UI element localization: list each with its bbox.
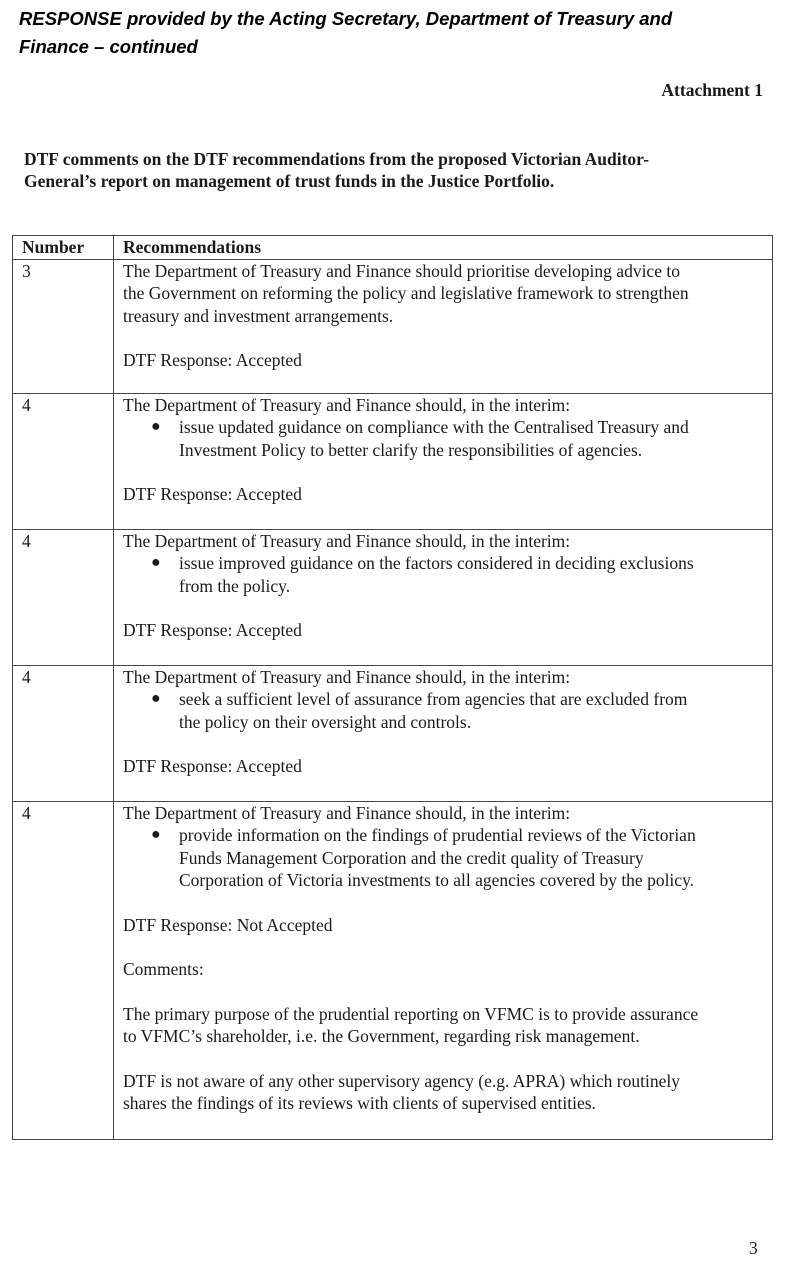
comment-line: DTF is not aware of any other supervisory agency (e.g. APRA) which routinely xyxy=(123,1070,680,1091)
bullet-list xyxy=(123,824,764,892)
bullet-item: ● issue improved guidance on the factors considered in deciding exclusions from the policy. xyxy=(151,553,694,596)
recommendation-cell xyxy=(114,801,773,1139)
bullet-item: ● provide information on the findings of prudential reviews of the Victorian Funds Management Corporation and the credit quality of Treasury Corporation of Victoria investments to all agencies covered by the policy. xyxy=(151,825,696,890)
recommendation-line: The Department of Treasury and Finance should prioritise developing advice to xyxy=(123,260,680,281)
header-line-1: RESPONSE provided by the Acting Secretary, Department of Treasury and xyxy=(19,8,673,29)
row-number: 4 xyxy=(13,393,114,529)
dtf-response: DTF Response: Accepted xyxy=(123,350,302,370)
recommendation-cell xyxy=(114,259,773,393)
comment-line: to VFMC’s shareholder, i.e. the Government, regarding risk management. xyxy=(123,1026,640,1046)
row-number: 3 xyxy=(13,259,114,393)
recommendation-cell xyxy=(114,665,773,801)
bullet-item: ● issue updated guidance on compliance with the Centralised Treasury and Investment Policy to better clarify the responsibilities of agencies. xyxy=(151,417,689,460)
intro-heading xyxy=(24,148,764,192)
bullet-icon: ● xyxy=(151,690,161,707)
column-header-number: Number xyxy=(13,236,114,260)
dtf-response: DTF Response: Accepted xyxy=(123,756,302,776)
recommendation-cell xyxy=(114,529,773,665)
page-number: 3 xyxy=(749,1238,758,1258)
row-number: 4 xyxy=(13,529,114,665)
dtf-response: DTF Response: Not Accepted xyxy=(123,914,333,935)
recommendations-table xyxy=(12,235,773,1140)
dtf-response: DTF Response: Accepted xyxy=(123,620,302,640)
header-line-2: Finance – continued xyxy=(19,36,198,57)
recommendation-intro: The Department of Treasury and Finance should, in the interim: xyxy=(123,394,571,415)
bullet-list xyxy=(123,552,764,597)
dtf-response: DTF Response: Accepted xyxy=(123,484,302,504)
page-header xyxy=(19,5,759,61)
recommendation-intro: The Department of Treasury and Finance should, in the interim: xyxy=(123,802,571,823)
table-row xyxy=(13,259,773,393)
bullet-icon: ● xyxy=(151,554,161,571)
intro-line-2: General’s report on management of trust funds in the Justice Portfolio. xyxy=(24,171,555,191)
column-header-recommendations: Recommendations xyxy=(114,236,773,260)
table-header-row xyxy=(13,236,773,260)
row-number: 4 xyxy=(13,665,114,801)
bullet-icon: ● xyxy=(151,418,161,435)
table-row xyxy=(13,529,773,665)
bullet-icon: ● xyxy=(151,826,161,843)
recommendation-intro: The Department of Treasury and Finance should, in the interim: xyxy=(123,666,571,687)
recommendation-cell xyxy=(114,393,773,529)
comment-line: shares the findings of its reviews with clients of supervised entities. xyxy=(123,1093,596,1113)
attachment-label: Attachment 1 xyxy=(661,80,763,100)
table-row xyxy=(13,393,773,529)
recommendation-intro: The Department of Treasury and Finance should, in the interim: xyxy=(123,530,571,551)
recommendation-line: the Government on reforming the policy and legislative framework to strengthen xyxy=(123,283,689,303)
table-row xyxy=(13,665,773,801)
comments-label: Comments: xyxy=(123,959,204,979)
table-row xyxy=(13,801,773,1139)
recommendation-line: treasury and investment arrangements. xyxy=(123,305,394,326)
bullet-list xyxy=(123,688,764,733)
comment-line: The primary purpose of the prudential reporting on VFMC is to provide assurance xyxy=(123,1003,699,1024)
bullet-list xyxy=(123,416,764,461)
row-number: 4 xyxy=(13,801,114,1139)
bullet-item: ● seek a sufficient level of assurance from agencies that are excluded from the policy on their oversight and controls. xyxy=(151,689,688,732)
intro-line-1: DTF comments on the DTF recommendations from the proposed Victorian Auditor- xyxy=(24,149,650,169)
